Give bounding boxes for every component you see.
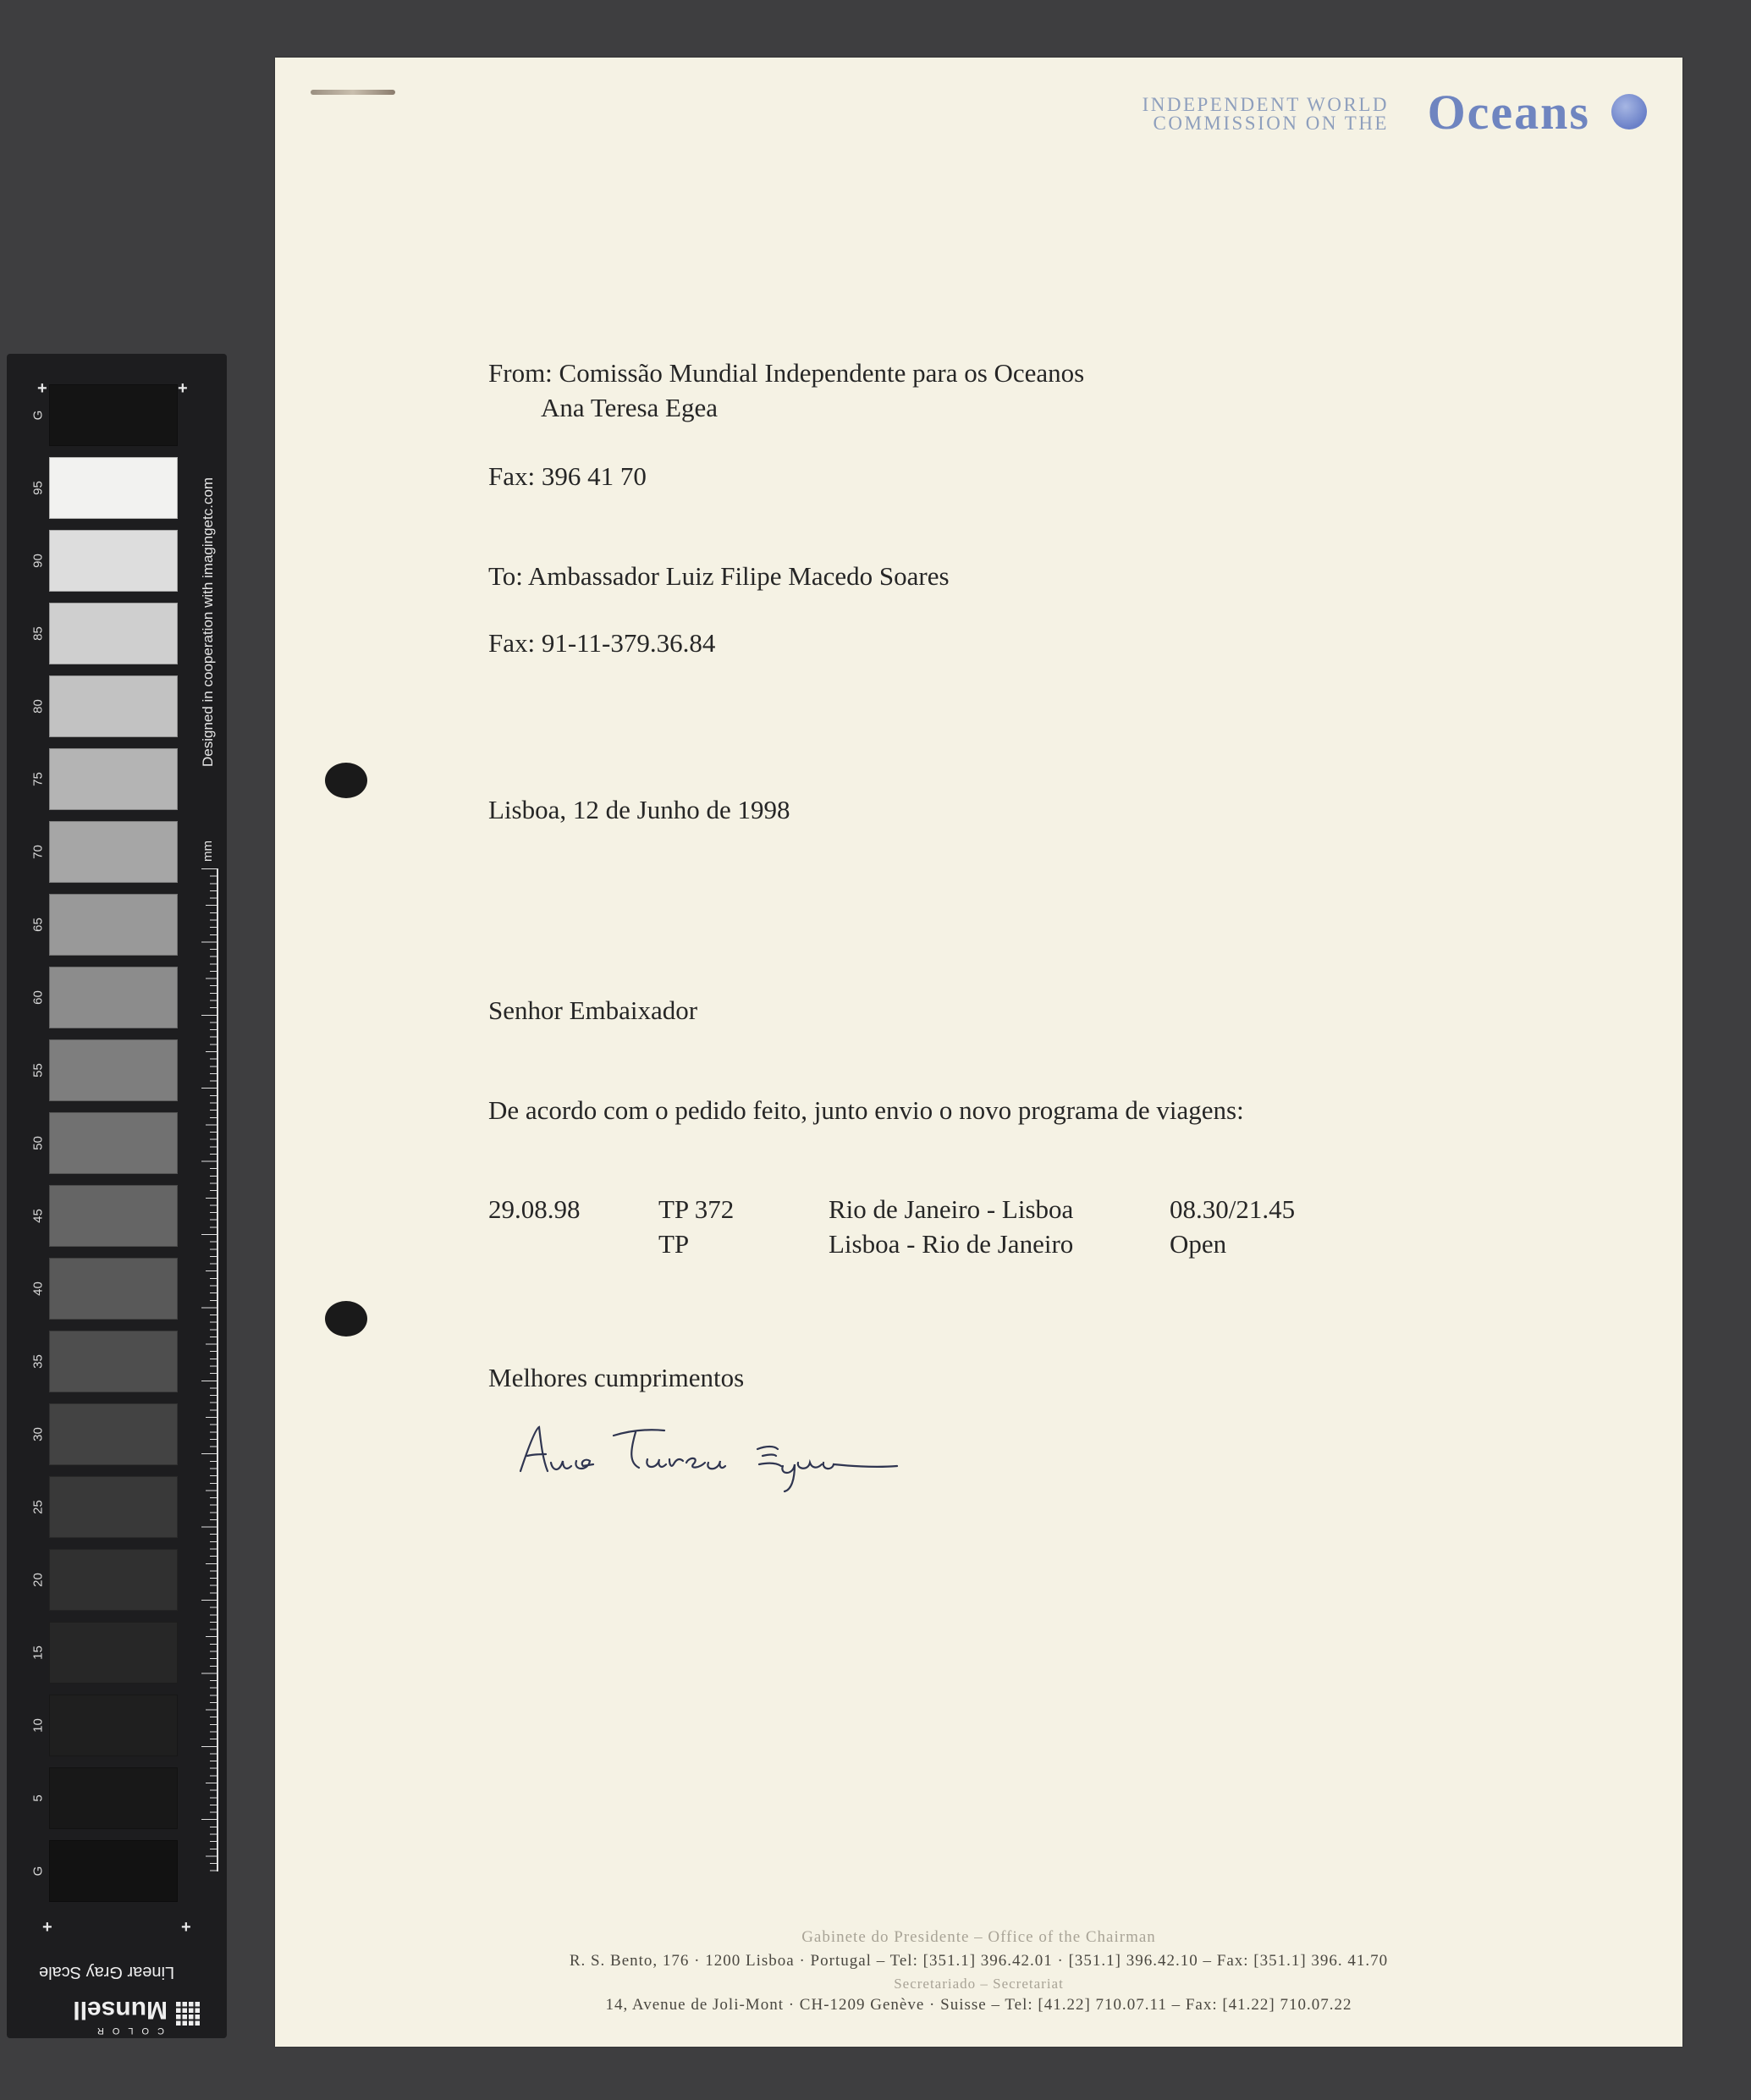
letter-date: Lisboa, 12 de Junho de 1998 <box>488 795 790 824</box>
gray-scale-card <box>7 354 227 2038</box>
gray-swatch <box>49 675 178 737</box>
linear-gray-scale-label: Linear Gray Scale <box>39 1963 175 1981</box>
gray-swatch <box>49 1549 178 1611</box>
salutation: Senhor Embaixador <box>488 995 698 1025</box>
itinerary-date: 29.08.98 <box>488 1194 581 1224</box>
gray-swatch <box>49 1767 178 1829</box>
gray-swatch <box>49 603 178 664</box>
letterhead-logo <box>1054 85 1647 140</box>
designed-by-text: Designed in cooperation with imagingetc.com <box>200 477 216 767</box>
punch-hole <box>325 763 367 798</box>
registration-mark: + <box>37 379 47 398</box>
from-fax: Fax: 396 41 70 <box>488 461 647 491</box>
from-org: Comissão Mundial Independente para os Oceanos <box>559 358 1085 388</box>
itinerary-flight: TP <box>658 1229 690 1259</box>
scale-label: 95 <box>30 481 46 495</box>
scale-label: 15 <box>30 1645 46 1660</box>
gray-swatch <box>49 1695 178 1756</box>
letterhead-oceans: Oceans <box>1427 85 1590 140</box>
ruler-half-ticks <box>206 868 218 1871</box>
scale-label: 50 <box>30 1136 46 1150</box>
itinerary-time: Open <box>1170 1229 1227 1259</box>
globe-icon <box>1611 94 1647 130</box>
closing: Melhores cumprimentos <box>488 1363 745 1392</box>
scale-label: 75 <box>30 772 46 786</box>
gray-swatch <box>49 1039 178 1101</box>
gray-swatch <box>49 530 178 592</box>
letterhead-line2: COMMISSION ON THE <box>1153 113 1389 134</box>
scale-label: 70 <box>30 845 46 859</box>
registration-mark: + <box>181 1918 191 1937</box>
scale-label: 35 <box>30 1354 46 1369</box>
from-line <box>488 358 1084 389</box>
scale-label: 80 <box>30 699 46 714</box>
letter-page <box>275 58 1682 2047</box>
gray-swatch <box>49 894 178 956</box>
scale-label: G <box>30 1866 46 1877</box>
scale-label: 30 <box>30 1427 46 1441</box>
mm-ruler <box>200 868 218 1871</box>
scale-label: 20 <box>30 1573 46 1587</box>
scale-label: 65 <box>30 918 46 932</box>
gray-swatch <box>49 384 178 446</box>
gray-swatch <box>49 1258 178 1320</box>
scale-label: 55 <box>30 1063 46 1078</box>
gray-swatch <box>49 821 178 883</box>
punch-hole <box>325 1301 367 1337</box>
footer-address-geneva: 14, Avenue de Joli-Mont · CH-1209 Genève · Suisse – Tel: [41.22] 710.07.11 – Fax: [41.22] 710.07.22 <box>605 1996 1352 2014</box>
footer-address-lisbon: R. S. Bento, 176 · 1200 Lisboa · Portugal – Tel: [351.1] 396.42.01 · [351.1] 396.42.10 – Fax: [351.1] 396. 41.70 <box>569 1952 1389 1970</box>
munsell-logo <box>32 1993 201 2036</box>
gray-swatch <box>49 1185 178 1247</box>
to-line: To: Ambassador Luiz Filipe Macedo Soares <box>488 561 950 591</box>
scale-label: 10 <box>30 1718 46 1733</box>
itinerary-time: 08.30/21.45 <box>1170 1194 1296 1224</box>
scale-label: 25 <box>30 1500 46 1514</box>
gray-swatch <box>49 1403 178 1465</box>
munsell-grid-icon <box>176 2002 201 2027</box>
staple-mark <box>311 90 395 95</box>
gray-swatch <box>49 1476 178 1538</box>
to-fax: Fax: 91-11-379.36.84 <box>488 628 716 658</box>
scale-label: G <box>30 410 46 421</box>
scale-label: 5 <box>30 1794 46 1802</box>
itinerary-route: Rio de Janeiro - Lisboa <box>829 1194 1074 1224</box>
gray-swatch <box>49 1622 178 1684</box>
gray-swatch <box>49 457 178 519</box>
footer-office: Gabinete do Presidente – Office of the Chairman <box>801 1928 1156 1946</box>
gray-swatch <box>49 1840 178 1902</box>
scale-label: 60 <box>30 990 46 1005</box>
gray-swatch <box>49 967 178 1028</box>
munsell-color-word: COLOR <box>88 2026 164 2036</box>
scale-label: 45 <box>30 1209 46 1223</box>
itinerary-flight: TP 372 <box>658 1194 735 1224</box>
gray-swatch <box>49 748 178 810</box>
body-text: De acordo com o pedido feito, junto envio o novo programa de viagens: <box>488 1095 1244 1125</box>
footer-secretariat: Secretariado – Secretariat <box>894 1976 1064 1992</box>
registration-mark: + <box>42 1918 52 1937</box>
mm-label: mm <box>201 841 215 862</box>
ruler-edge <box>217 868 218 1871</box>
itinerary-route: Lisboa - Rio de Janeiro <box>829 1229 1074 1259</box>
handwritten-signature <box>512 1412 901 1496</box>
munsell-brand: Munsell <box>73 1996 168 2024</box>
letterhead-line1: INDEPENDENT WORLD <box>1142 94 1389 115</box>
gray-swatch <box>49 1112 178 1174</box>
scale-label: 85 <box>30 626 46 641</box>
letterhead-text <box>1143 96 1389 133</box>
from-label: From: <box>488 358 553 388</box>
scale-label: 40 <box>30 1281 46 1296</box>
gray-swatch <box>49 1331 178 1392</box>
scale-label: 90 <box>30 554 46 568</box>
from-name: Ana Teresa Egea <box>541 393 718 422</box>
registration-mark: + <box>178 379 188 398</box>
